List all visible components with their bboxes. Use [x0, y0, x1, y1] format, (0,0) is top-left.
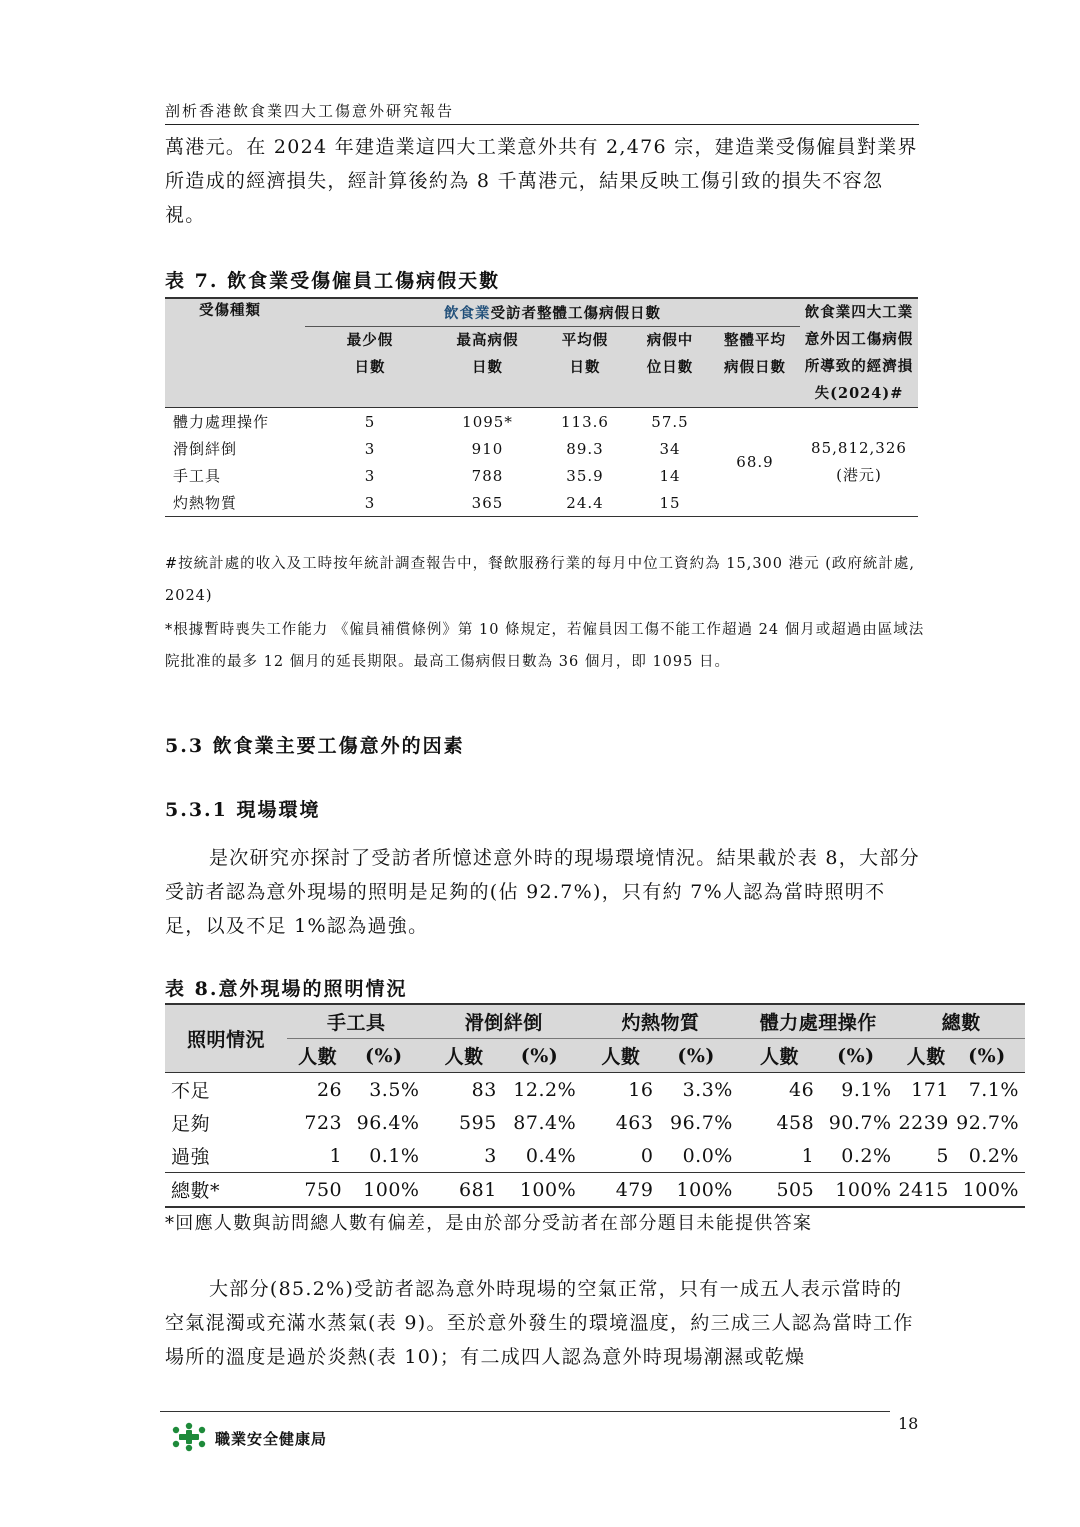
oshc-logo-icon — [168, 1421, 210, 1453]
table8-cell: 171 — [911, 1078, 949, 1101]
table8-caption: 表 8.意外現場的照明情況 — [165, 978, 408, 1000]
table7-col-type: 受傷種類 — [165, 298, 305, 408]
table8-cell: 458 — [776, 1111, 815, 1134]
table7-note-hash: #按統計處的收入及工時按年統計調查報告中，餐飲服務行業的每月中位工資約為 15,300 港元 (政府統計處, 2024) — [165, 556, 915, 604]
table8-cell: 9.1% — [841, 1078, 892, 1101]
table8-sub-count: 人數 — [739, 1039, 820, 1073]
table8-cell: 0.4% — [525, 1144, 577, 1167]
table8-cell: 2415 — [898, 1173, 955, 1208]
table8-note: *回應人數與訪問總人數有偏差，是由於部分受訪者在部分題目未能提供答案 — [165, 1213, 813, 1234]
table8-cell: 723 — [304, 1111, 343, 1134]
table7-col-loss: 飲食業四大工業意外因工傷病假所導致的經濟損失(2024)# — [800, 298, 918, 408]
table8-sub-count: 人數 — [898, 1039, 955, 1073]
table7-sub-median: 病假中位日數 — [630, 327, 710, 408]
table8-sub-count: 人數 — [425, 1039, 502, 1073]
page-number: 18 — [898, 1414, 919, 1433]
table8-cell: 87.4% — [513, 1111, 577, 1134]
table8-cell: 463 — [615, 1111, 654, 1134]
table8-cell: 595 — [459, 1111, 497, 1134]
table7-cell-avg: 24.4 — [540, 489, 630, 517]
table8-cell: 26 — [316, 1078, 343, 1101]
table8-cell: 92.7% — [956, 1111, 1019, 1134]
table8-group-total: 總數 — [898, 1004, 1025, 1039]
paragraph-lighting: 是次研究亦探討了受訪者所憶述意外時的現場環境情況。結果載於表 8，大部分受訪者認為意外現場的照明是足夠的(佔 92.7%)，只有約 7%人認為當時照明不足，以及不足 1%認為過強。 — [165, 847, 920, 937]
table8-total-label: 總數* — [165, 1173, 287, 1208]
table8-sub-count: 人數 — [287, 1039, 348, 1073]
table7-group-blue: 飲食業 — [444, 305, 491, 322]
paragraph-air-temp: 大部分(85.2%)受訪者認為意外時現場的空氣正常，只有一成五人表示當時的空氣混濁或充滿水蒸氣(表 9)。至於意外發生的環境溫度，約三成三人認為當時工作場所的溫度是過於炎熱(表 10)；有二成四人認為意外時現場潮濕或乾燥 — [165, 1278, 914, 1368]
table7-cell-max: 910 — [471, 439, 504, 458]
table8-cell: 505 — [739, 1173, 820, 1208]
table8-cell: 3.5% — [369, 1078, 420, 1101]
table7-loss-unit: (港元) — [836, 466, 882, 484]
table8-cell: 100% — [820, 1173, 897, 1208]
table8-group-slip-trip: 滑倒絆倒 — [425, 1004, 582, 1039]
header-rule — [165, 124, 919, 125]
table7-note-star: *根據暫時喪失工作能力 《僱員補償條例》第 10 條規定，若僱員因工傷不能工作超過 24 個月或超過由區域法院批准的最多 12 個月的延長期限。最高工傷病假日數為 36 個月，即 1095 日。 — [165, 622, 925, 670]
table8-sub-pct: (%) — [503, 1039, 582, 1073]
table8-cell: 46 — [789, 1078, 815, 1101]
table8-cell: 12.2% — [513, 1078, 577, 1101]
section-heading: 5.3 飲食業主要工傷意外的因素 — [165, 735, 465, 757]
table-row — [165, 1139, 1025, 1173]
table8-cell: 0 — [640, 1144, 654, 1167]
table7-cell-type: 體力處理操作 — [165, 408, 305, 436]
table8-cell: 479 — [582, 1173, 659, 1208]
running-header: 剖析香港飲食業四大工傷意外研究報告 — [165, 102, 455, 120]
table8-cell: 1 — [801, 1144, 815, 1167]
table8-cell: 83 — [471, 1078, 497, 1101]
table7-overall-avg: 68.9 — [710, 408, 800, 517]
table7-cell-avg: 89.3 — [566, 439, 604, 458]
table8-cell: 96.7% — [669, 1111, 733, 1134]
table8-row-label: 足夠 — [171, 1113, 211, 1135]
table7-caption: 表 7. 飲食業受傷僱員工傷病假天數 — [165, 270, 501, 292]
table7-loss-cell — [800, 408, 918, 517]
table8-cell: 100% — [659, 1173, 738, 1208]
table7-cell-type: 手工具 — [173, 467, 222, 485]
table8-cell: 750 — [287, 1173, 348, 1208]
table8-group-hand-tools: 手工具 — [287, 1004, 425, 1039]
table8-cell: 2239 — [898, 1111, 949, 1134]
table8-cell: 0.2% — [841, 1144, 892, 1167]
table7-cell-median: 34 — [659, 439, 681, 458]
table8-group-hot-substance: 灼熱物質 — [582, 1004, 739, 1039]
table8-col-cond: 照明情況 — [165, 1004, 287, 1073]
table7-cell-type: 滑倒絆倒 — [173, 440, 238, 458]
table8-sub-pct: (%) — [820, 1039, 897, 1073]
table8-cell: 100% — [348, 1173, 425, 1208]
table7-loss-value: 85,812,326 — [811, 439, 907, 457]
table7-sub-avg: 平均假日數 — [540, 327, 630, 408]
table8-cell: 0.1% — [369, 1144, 420, 1167]
table-row — [165, 1073, 1025, 1107]
table8-cell: 0.0% — [682, 1144, 733, 1167]
table-row-total — [165, 1173, 1025, 1208]
table7 — [165, 297, 918, 517]
table8-row-label: 過強 — [171, 1146, 211, 1168]
table7-cell-max: 365 — [435, 489, 540, 517]
table8-row-label: 不足 — [171, 1080, 211, 1102]
table7-cell-min: 3 — [305, 489, 435, 517]
table8-sub-pct: (%) — [955, 1039, 1025, 1073]
table8-cell: 3 — [484, 1144, 497, 1167]
table7-cell-min: 5 — [305, 408, 435, 436]
table8-cell: 96.4% — [356, 1111, 420, 1134]
table8-cell: 3.3% — [682, 1078, 733, 1101]
footer-org: 職業安全健康局 — [215, 1430, 328, 1448]
subsection-heading: 5.3.1 現場環境 — [165, 799, 321, 821]
table8 — [165, 1003, 1025, 1208]
table-row — [165, 1106, 1025, 1139]
table8-sub-pct: (%) — [659, 1039, 738, 1073]
table7-sub-min: 最少假日數 — [305, 327, 435, 408]
table8-cell: 681 — [425, 1173, 502, 1208]
table8-cell: 7.1% — [968, 1078, 1019, 1101]
table7-cell-min: 3 — [364, 466, 376, 485]
table8-cell: 90.7% — [828, 1111, 892, 1134]
table7-cell-median: 57.5 — [630, 408, 710, 436]
table7-sub-max: 最高病假日數 — [435, 327, 540, 408]
table7-sub-overall: 整體平均病假日數 — [710, 327, 800, 408]
footer-rule — [160, 1411, 890, 1412]
table7-cell-avg: 35.9 — [566, 466, 604, 485]
table8-cell: 100% — [955, 1173, 1025, 1208]
table7-cell-median: 15 — [630, 489, 710, 517]
table7-group-rest: 受訪者整體工傷病假日數 — [490, 305, 661, 322]
table8-sub-pct: (%) — [348, 1039, 425, 1073]
table8-sub-count: 人數 — [582, 1039, 659, 1073]
table7-cell-max: 1095* — [435, 408, 540, 436]
table7-cell-max: 788 — [471, 466, 504, 485]
table8-cell: 1 — [329, 1144, 343, 1167]
table7-cell-type: 灼熱物質 — [165, 489, 305, 517]
table8-cell: 16 — [628, 1078, 654, 1101]
table7-cell-avg: 113.6 — [540, 408, 630, 436]
table8-cell: 0.2% — [968, 1144, 1019, 1167]
table7-group-header — [305, 298, 800, 327]
table7-row — [165, 408, 918, 436]
table7-cell-median: 14 — [659, 466, 681, 485]
table8-group-manual-handling: 體力處理操作 — [739, 1004, 898, 1039]
paragraph-intro: 萬港元。在 2024 年建造業這四大工業意外共有 2,476 宗，建造業受傷僱員對業界所造成的經濟損失，經計算後約為 8 千萬港元，結果反映工傷引致的損失不容忽視。 — [165, 136, 918, 226]
table8-cell: 5 — [936, 1144, 949, 1167]
table7-cell-min: 3 — [364, 439, 376, 458]
table8-cell: 100% — [503, 1173, 582, 1208]
